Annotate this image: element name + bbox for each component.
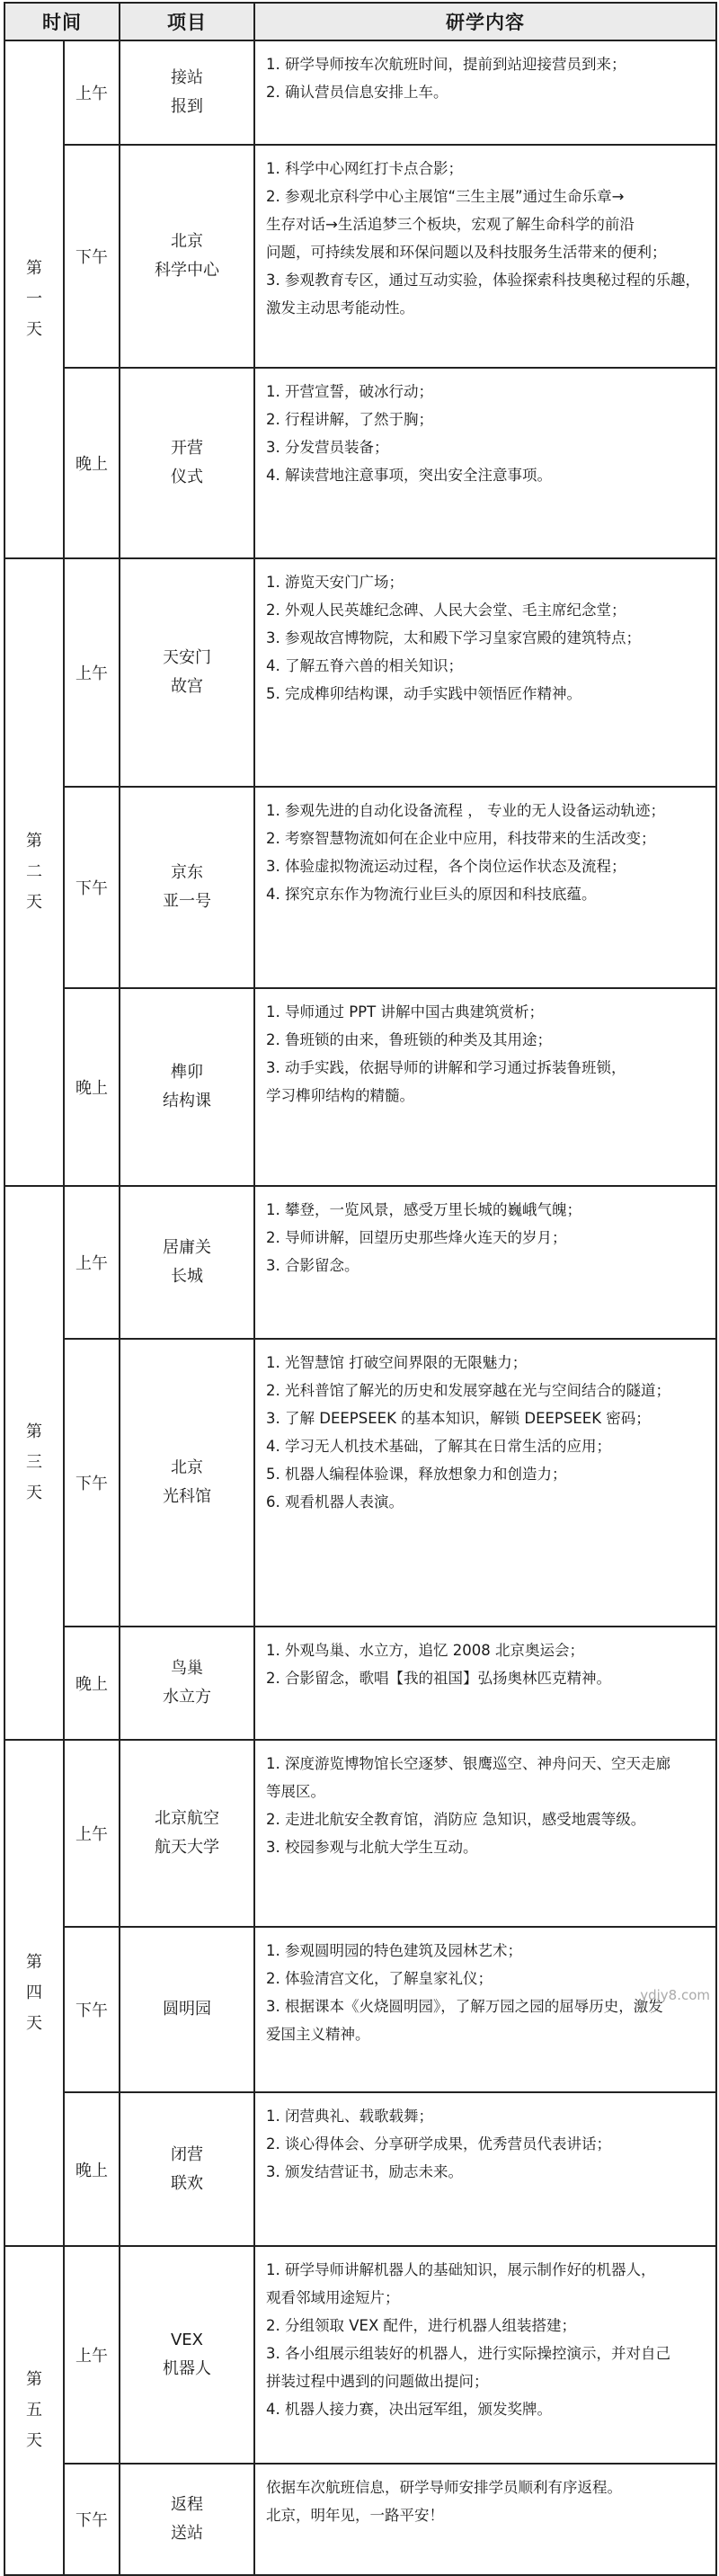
schedule-row	[4, 145, 716, 368]
project-line: 水立方	[163, 1688, 211, 1707]
day-label-char: 三	[26, 1453, 42, 1472]
content-line: 3. 动手实践，依据导师的讲解和学习通过拆装鲁班锁，	[266, 1059, 626, 1076]
content-line: 激发主动思考能动性。	[266, 299, 414, 316]
period-cell: 上午	[64, 2246, 120, 2464]
period-cell: 晚上	[64, 368, 120, 558]
schedule-row	[4, 1186, 716, 1339]
content-line: 2. 外观人民英雄纪念碑、人民大会堂、毛主席纪念堂；	[266, 602, 626, 619]
project-cell	[120, 988, 254, 1186]
project-line: 航天大学	[155, 1838, 219, 1857]
project-cell	[120, 1627, 254, 1740]
content-line: 2. 谈心得体会、分享研学成果，优秀营员代表讲话；	[266, 2135, 611, 2153]
day-label	[4, 2246, 64, 2575]
content-line: 2. 鲁班锁的由来，鲁班锁的种类及其用途；	[266, 1031, 552, 1048]
content-line: 2. 行程讲解，了然于胸；	[266, 411, 433, 428]
day-label-char: 天	[26, 893, 42, 912]
project-cell	[120, 787, 254, 988]
content-line: 3. 合影留念。	[266, 1257, 360, 1274]
header-time: 时间	[4, 3, 120, 40]
project-line: VEX	[170, 2331, 204, 2349]
schedule-row	[4, 2464, 716, 2575]
project-line: 接站	[171, 68, 203, 87]
schedule-row	[4, 787, 716, 988]
content-line: 5. 完成榫卯结构课，动手实践中领悟匠作精神。	[266, 685, 581, 702]
content-line: 2. 合影留念，歌唱【我的祖国】弘扬奥林匹克精神。	[266, 1670, 611, 1687]
content-line: 2. 确认营员信息安排上车。	[266, 84, 448, 101]
period-cell: 晚上	[64, 988, 120, 1186]
schedule-row	[4, 40, 716, 145]
content-line: 1. 研学导师按车次航班时间，提前到站迎接营员到来；	[266, 56, 626, 73]
content-line: 3. 各小组展示组装好的机器人，进行实际操控演示，并对自己	[266, 2345, 670, 2362]
period-cell: 上午	[64, 1186, 120, 1339]
period-cell: 下午	[64, 1927, 120, 2092]
day-label-char: 第	[26, 832, 42, 851]
schedule-row	[4, 988, 716, 1186]
project-line: 北京航空	[155, 1809, 219, 1828]
period-cell: 上午	[64, 558, 120, 787]
content-cell	[254, 368, 716, 558]
project-line: 机器人	[163, 2359, 211, 2378]
schedule-row	[4, 1627, 716, 1740]
content-line: 2. 走进北航安全教育馆，消防应 急知识，感受地震等级。	[266, 1811, 646, 1828]
content-line: 4. 解读营地注意事项，突出安全注意事项。	[266, 467, 552, 484]
period-cell: 上午	[64, 1740, 120, 1927]
content-line: 1. 开营宣誓，破冰行动；	[266, 383, 433, 400]
content-cell	[254, 787, 716, 988]
schedule-row	[4, 1740, 716, 1927]
content-line: 北京，明年见，一路平安！	[266, 2507, 444, 2524]
content-line: 3. 参观教育专区，通过互动实验，体验探索科技奥秘过程的乐趣，	[266, 272, 700, 289]
project-line: 圆明园	[163, 2000, 211, 2019]
day-label	[4, 40, 64, 558]
content-line: 4. 了解五脊六兽的相关知识；	[266, 657, 463, 674]
content-line: 4. 探究京东作为物流行业巨头的原因和科技底蕴。	[266, 886, 597, 903]
content-cell	[254, 1339, 716, 1627]
content-line: 1. 闭营典礼、载歌载舞；	[266, 2108, 433, 2125]
period-cell: 晚上	[64, 1627, 120, 1740]
day-label-char: 五	[26, 2401, 42, 2420]
content-line: 拼装过程中遇到的问题做出提问；	[266, 2373, 489, 2390]
day-label-char: 天	[26, 2013, 42, 2033]
schedule-row	[4, 368, 716, 558]
content-line: 1. 参观圆明园的特色建筑及园林艺术；	[266, 1942, 522, 1959]
content-cell	[254, 2092, 716, 2246]
day-label	[4, 558, 64, 1186]
content-cell	[254, 2246, 716, 2464]
content-line: 1. 光智慧馆 打破空间界限的无限魅力；	[266, 1354, 528, 1371]
content-line: 4. 学习无人机技术基础，了解其在日常生活的应用；	[266, 1438, 611, 1455]
day-label-char: 一	[26, 290, 42, 308]
schedule-row	[4, 2092, 716, 2246]
content-line: 2. 体验清宫文化，了解皇家礼仪；	[266, 1970, 493, 1987]
day-label-char: 第	[26, 1422, 42, 1441]
period-cell: 下午	[64, 145, 120, 368]
project-cell	[120, 2246, 254, 2464]
content-line: 3. 校园参观与北航大学生互动。	[266, 1839, 478, 1856]
content-line: 3. 参观故宫博物院，太和殿下学习皇家宫殿的建筑特点；	[266, 629, 641, 646]
project-line: 北京	[171, 232, 203, 251]
project-cell	[120, 2464, 254, 2575]
watermark: ydjy8.com	[640, 1987, 710, 2003]
content-line: 3. 分发营员装备；	[266, 439, 389, 456]
project-cell	[120, 1186, 254, 1339]
project-cell	[120, 1740, 254, 1927]
schedule-row	[4, 558, 716, 787]
content-line: 1. 深度游览博物馆长空逐梦、银鹰巡空、神舟问天、空天走廊	[266, 1755, 670, 1772]
header-row	[4, 3, 716, 40]
content-line: 等展区。	[266, 1783, 325, 1800]
project-line: 送站	[171, 2524, 203, 2543]
content-line: 4. 机器人接力赛，决出冠军组，颁发奖牌。	[266, 2401, 552, 2418]
content-line: 1. 游览天安门广场；	[266, 574, 404, 591]
content-cell	[254, 145, 716, 368]
project-cell	[120, 40, 254, 145]
project-line: 科学中心	[155, 261, 219, 280]
itinerary-body	[4, 40, 716, 2575]
project-line: 结构课	[163, 1092, 211, 1110]
period-cell: 上午	[64, 40, 120, 145]
period-cell: 下午	[64, 787, 120, 988]
content-line: 1. 科学中心网红打卡点合影；	[266, 160, 463, 177]
content-line: 5. 机器人编程体验课，释放想象力和创造力；	[266, 1466, 567, 1483]
content-line: 3. 根据课本《火烧圆明园》，了解万园之园的屈辱历史，激发	[266, 1998, 663, 2015]
project-line: 榫卯	[171, 1063, 203, 1082]
period-cell: 下午	[64, 2464, 120, 2575]
project-line: 居庸关	[163, 1238, 211, 1257]
project-line: 报到	[171, 97, 203, 116]
content-line: 1. 参观先进的自动化设备流程 ， 专业的无人设备运动轨迹；	[266, 802, 665, 819]
schedule-row	[4, 1927, 716, 2092]
project-line: 返程	[171, 2495, 203, 2514]
project-line: 光科馆	[163, 1487, 211, 1506]
content-cell	[254, 1627, 716, 1740]
project-cell	[120, 145, 254, 368]
day-label-char: 第	[26, 259, 42, 278]
content-line: 3. 体验虚拟物流运动过程，各个岗位运作状态及流程；	[266, 858, 626, 875]
header-content: 研学内容	[254, 3, 716, 40]
content-line: 1. 外观鸟巢、水立方，追忆 2008 北京奥运会；	[266, 1642, 584, 1659]
project-cell	[120, 558, 254, 787]
content-line: 1. 导师通过 PPT 讲解中国古典建筑赏析；	[266, 1003, 544, 1021]
day-label	[4, 1740, 64, 2246]
project-line: 闭营	[171, 2144, 203, 2164]
day-label-char: 天	[26, 320, 42, 339]
content-line: 2. 导师讲解，回望历史那些烽火连天的岁月；	[266, 1229, 567, 1246]
schedule-row	[4, 1339, 716, 1627]
content-line: 爱国主义精神。	[266, 2026, 370, 2043]
content-line: 3. 颁发结营证书，励志未来。	[266, 2163, 463, 2180]
content-line: 生存对话→生活追梦三个板块，宏观了解生命科学的前沿	[266, 216, 635, 233]
content-line: 1. 研学导师讲解机器人的基础知识，展示制作好的机器人，	[266, 2261, 656, 2278]
content-line: 2. 光科普馆了解光的历史和发展穿越在光与空间结合的隧道；	[266, 1382, 670, 1399]
project-line: 长城	[171, 1267, 203, 1286]
content-line: 2. 考察智慧物流如何在企业中应用，科技带来的生活改变；	[266, 830, 656, 847]
project-line: 亚一号	[163, 892, 211, 911]
content-cell	[254, 40, 716, 145]
project-line: 鸟巢	[171, 1659, 203, 1678]
day-label	[4, 1186, 64, 1740]
project-line: 天安门	[163, 648, 211, 667]
project-line: 故宫	[171, 677, 203, 696]
project-cell	[120, 368, 254, 558]
content-cell	[254, 1186, 716, 1339]
period-cell: 晚上	[64, 2092, 120, 2246]
content-line: 学习榫卯结构的精髓。	[266, 1087, 414, 1104]
content-cell	[254, 1740, 716, 1927]
project-cell	[120, 1339, 254, 1627]
content-line: 观看邻域用途短片；	[266, 2289, 400, 2306]
itinerary-table	[4, 2, 717, 2576]
project-line: 仪式	[171, 468, 203, 486]
day-label-char: 天	[26, 1484, 42, 1502]
content-cell	[254, 558, 716, 787]
day-label-char: 天	[26, 2431, 42, 2450]
content-line: 2. 参观北京科学中心主展馆“三生主展”通过生命乐章→	[266, 188, 625, 205]
project-line: 开营	[171, 439, 203, 458]
content-line: 1. 攀登，一览风景，感受万里长城的巍峨气魄；	[266, 1201, 581, 1218]
project-line: 联欢	[171, 2173, 203, 2193]
day-label-char: 二	[26, 862, 42, 881]
content-line: 依据车次航班信息，研学导师安排学员顺利有序返程。	[266, 2479, 622, 2496]
content-cell	[254, 1927, 716, 2092]
content-cell	[254, 988, 716, 1186]
project-line: 北京	[171, 1458, 203, 1477]
content-line: 6. 观看机器人表演。	[266, 1493, 404, 1511]
header-project: 项目	[120, 3, 254, 40]
day-label-char: 四	[26, 1983, 42, 2002]
content-cell	[254, 2464, 716, 2575]
content-line: 问题，可持续发展和环保问题以及科技服务生活带来的便利；	[266, 244, 667, 261]
period-cell: 下午	[64, 1339, 120, 1627]
project-cell	[120, 2092, 254, 2246]
project-line: 京东	[171, 863, 203, 882]
project-cell	[120, 1927, 254, 2092]
day-label-char: 第	[26, 1952, 42, 1972]
content-line: 2. 分组领取 VEX 配件，进行机器人组装搭建；	[266, 2317, 576, 2334]
schedule-row	[4, 2246, 716, 2464]
day-label-char: 第	[26, 2370, 42, 2389]
content-line: 3. 了解 DEEPSEEK 的基本知识，解锁 DEEPSEEK 密码；	[266, 1410, 651, 1427]
